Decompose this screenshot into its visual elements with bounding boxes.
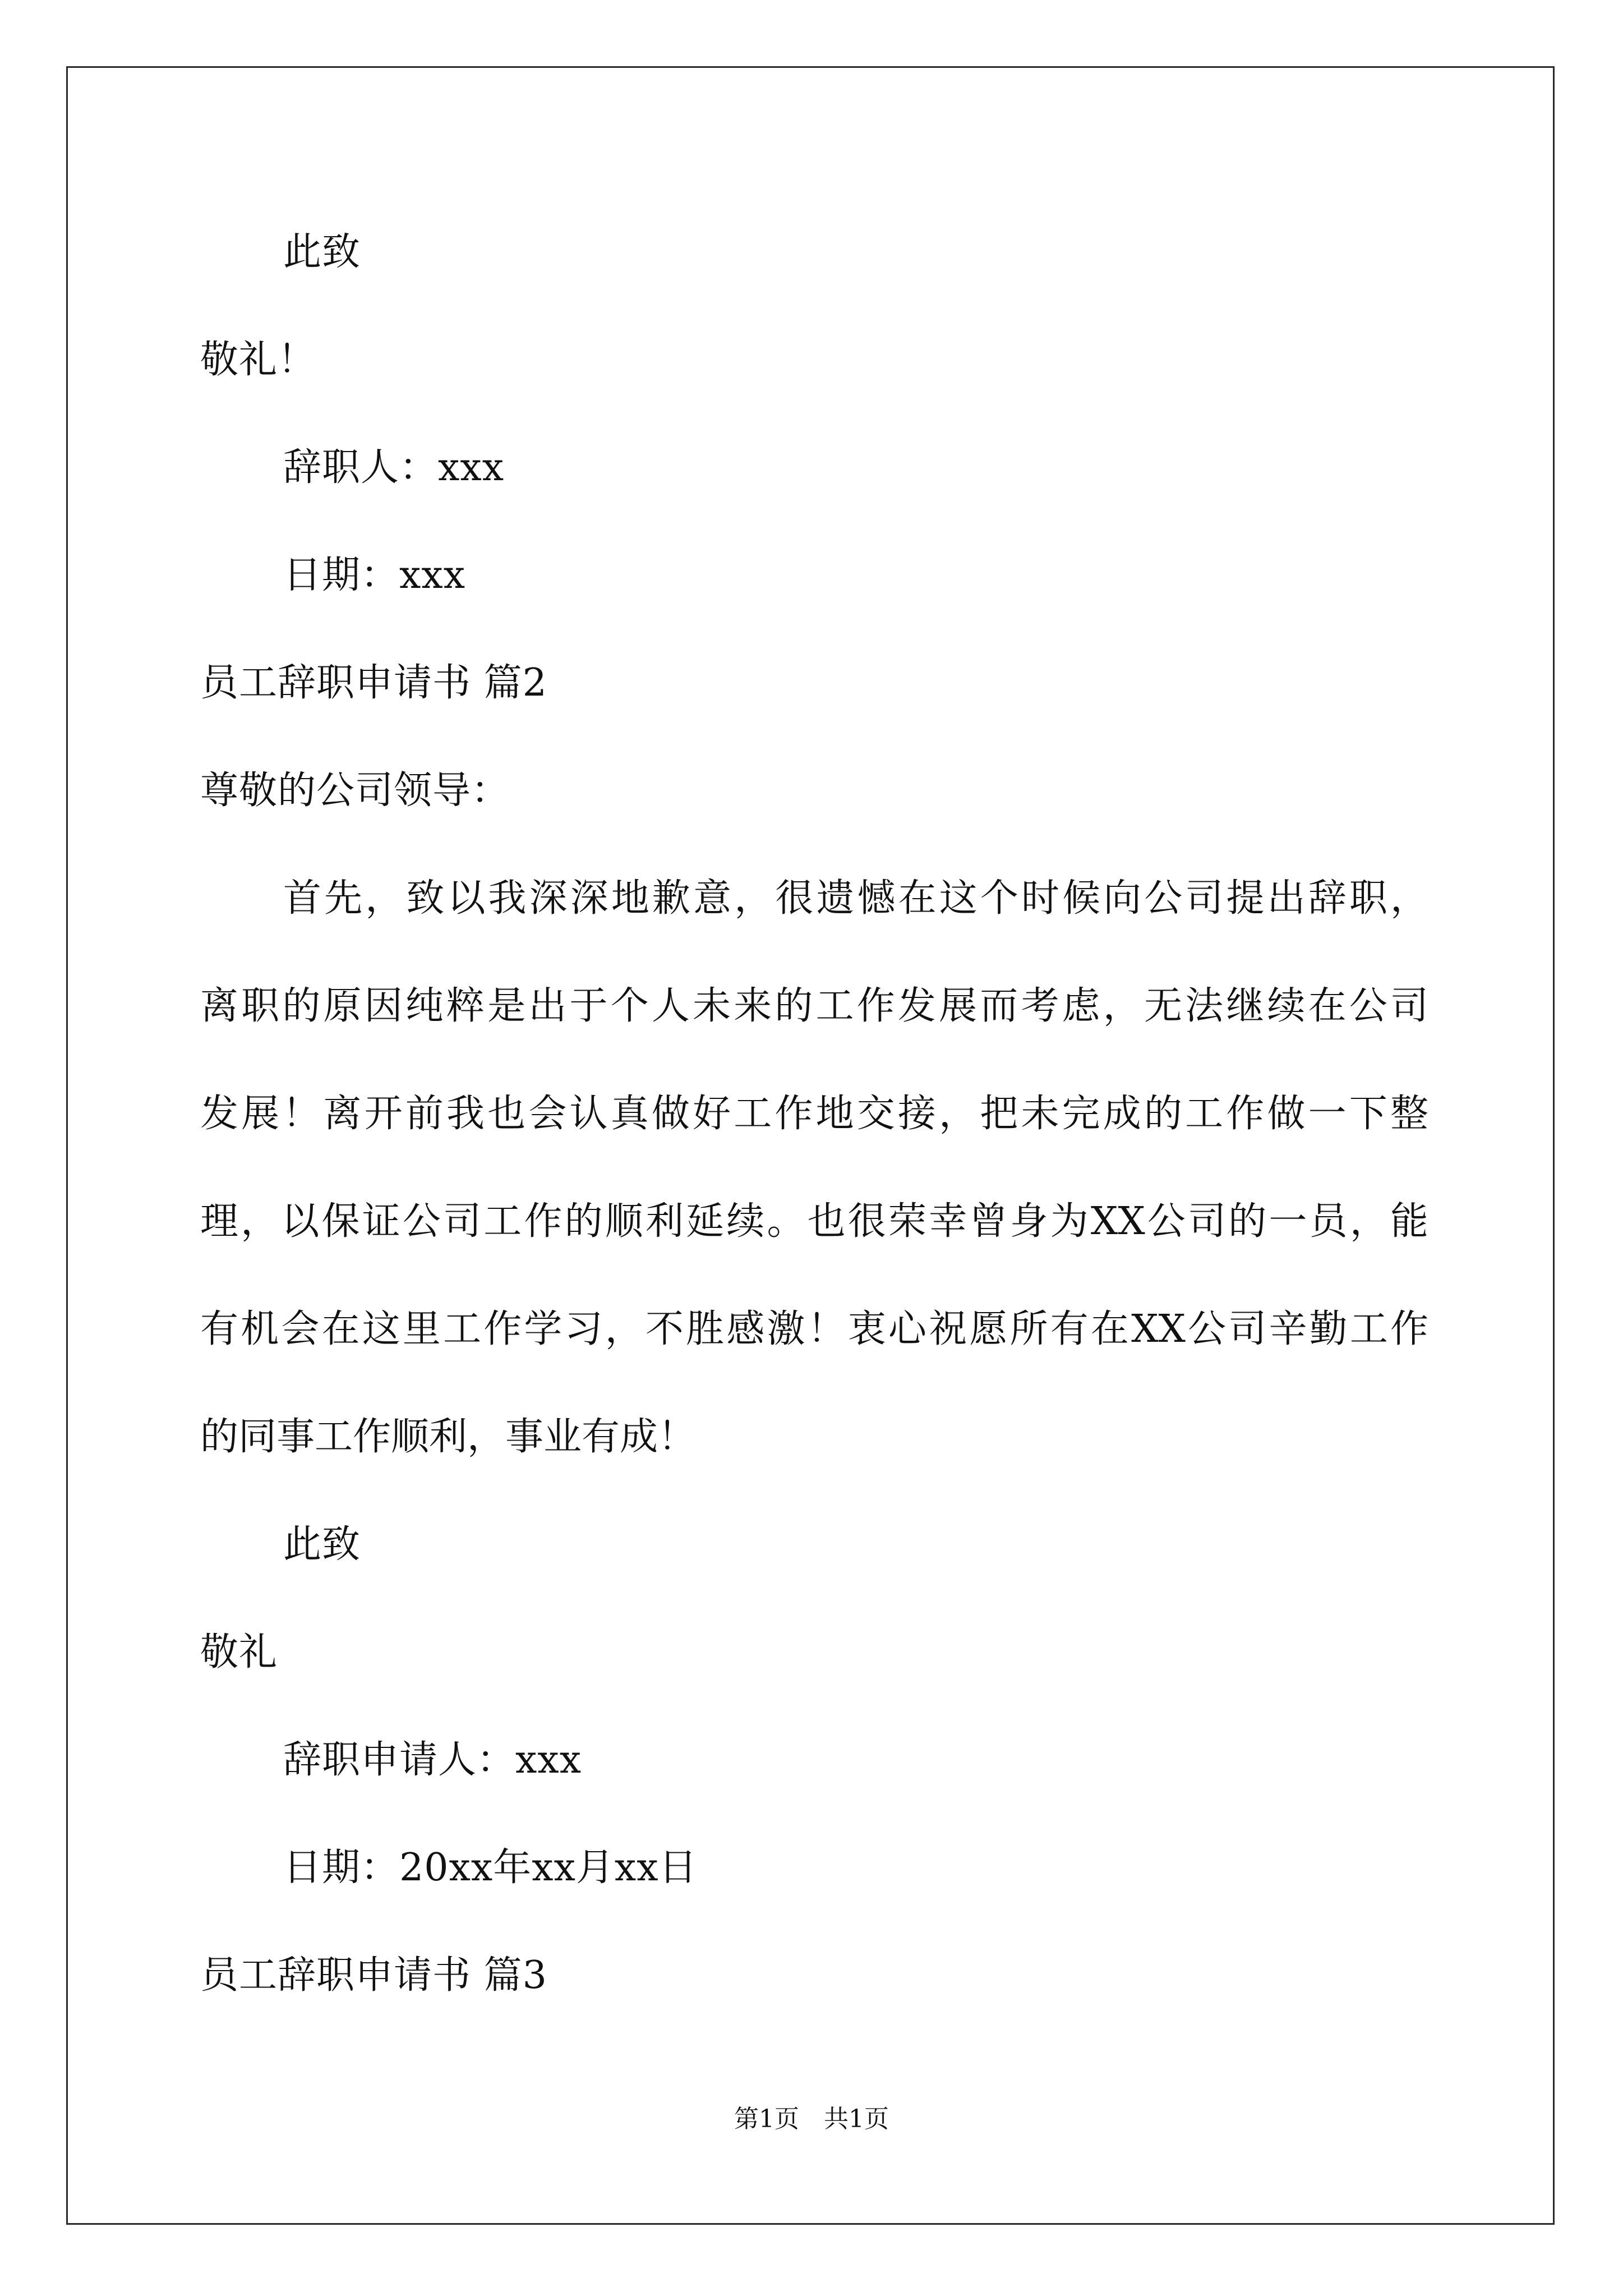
paragraph-line: 首先，致以我深深地歉意，很遗憾在这个时候向公司提出辞职， (283, 876, 1428, 921)
paragraph-line: 发展！离开前我也会认真做好工作地交接，把未完成的工作做一下整 (200, 1092, 1428, 1136)
date-line: 日期：xxx (283, 553, 466, 597)
paragraph-line: 离职的原因纯粹是出于个人未来的工作发展而考虑，无法继续在公司 (200, 984, 1428, 1028)
applicant-line: 辞职申请人：xxx (283, 1738, 582, 1782)
closing-regards: 敬礼 (200, 1630, 278, 1674)
paragraph-line: 的同事工作顺利，事业有成！ (200, 1415, 697, 1459)
greeting-line: 尊敬的公司领导： (200, 769, 510, 813)
page-border (66, 66, 1555, 2225)
paragraph-line: 理，以保证公司工作的顺利延续。也很荣幸曾身为XX公司的一员，能 (200, 1199, 1428, 1244)
closing-salutation: 此致 (283, 1522, 361, 1567)
closing-date-line: 日期：20xx年xx月xx日 (283, 1846, 698, 1890)
resigner-line: 辞职人：xxx (283, 445, 505, 490)
page-number: 第1页 共1页 (734, 2105, 889, 2133)
regards-line: 敬礼！ (200, 338, 317, 382)
section-heading: 员工辞职申请书 篇2 (200, 661, 547, 705)
section-heading: 员工辞职申请书 篇3 (200, 1953, 547, 1998)
salutation-line: 此致 (283, 230, 361, 274)
paragraph-line: 有机会在这里工作学习，不胜感激！衷心祝愿所有在XX公司辛勤工作 (200, 1307, 1428, 1351)
